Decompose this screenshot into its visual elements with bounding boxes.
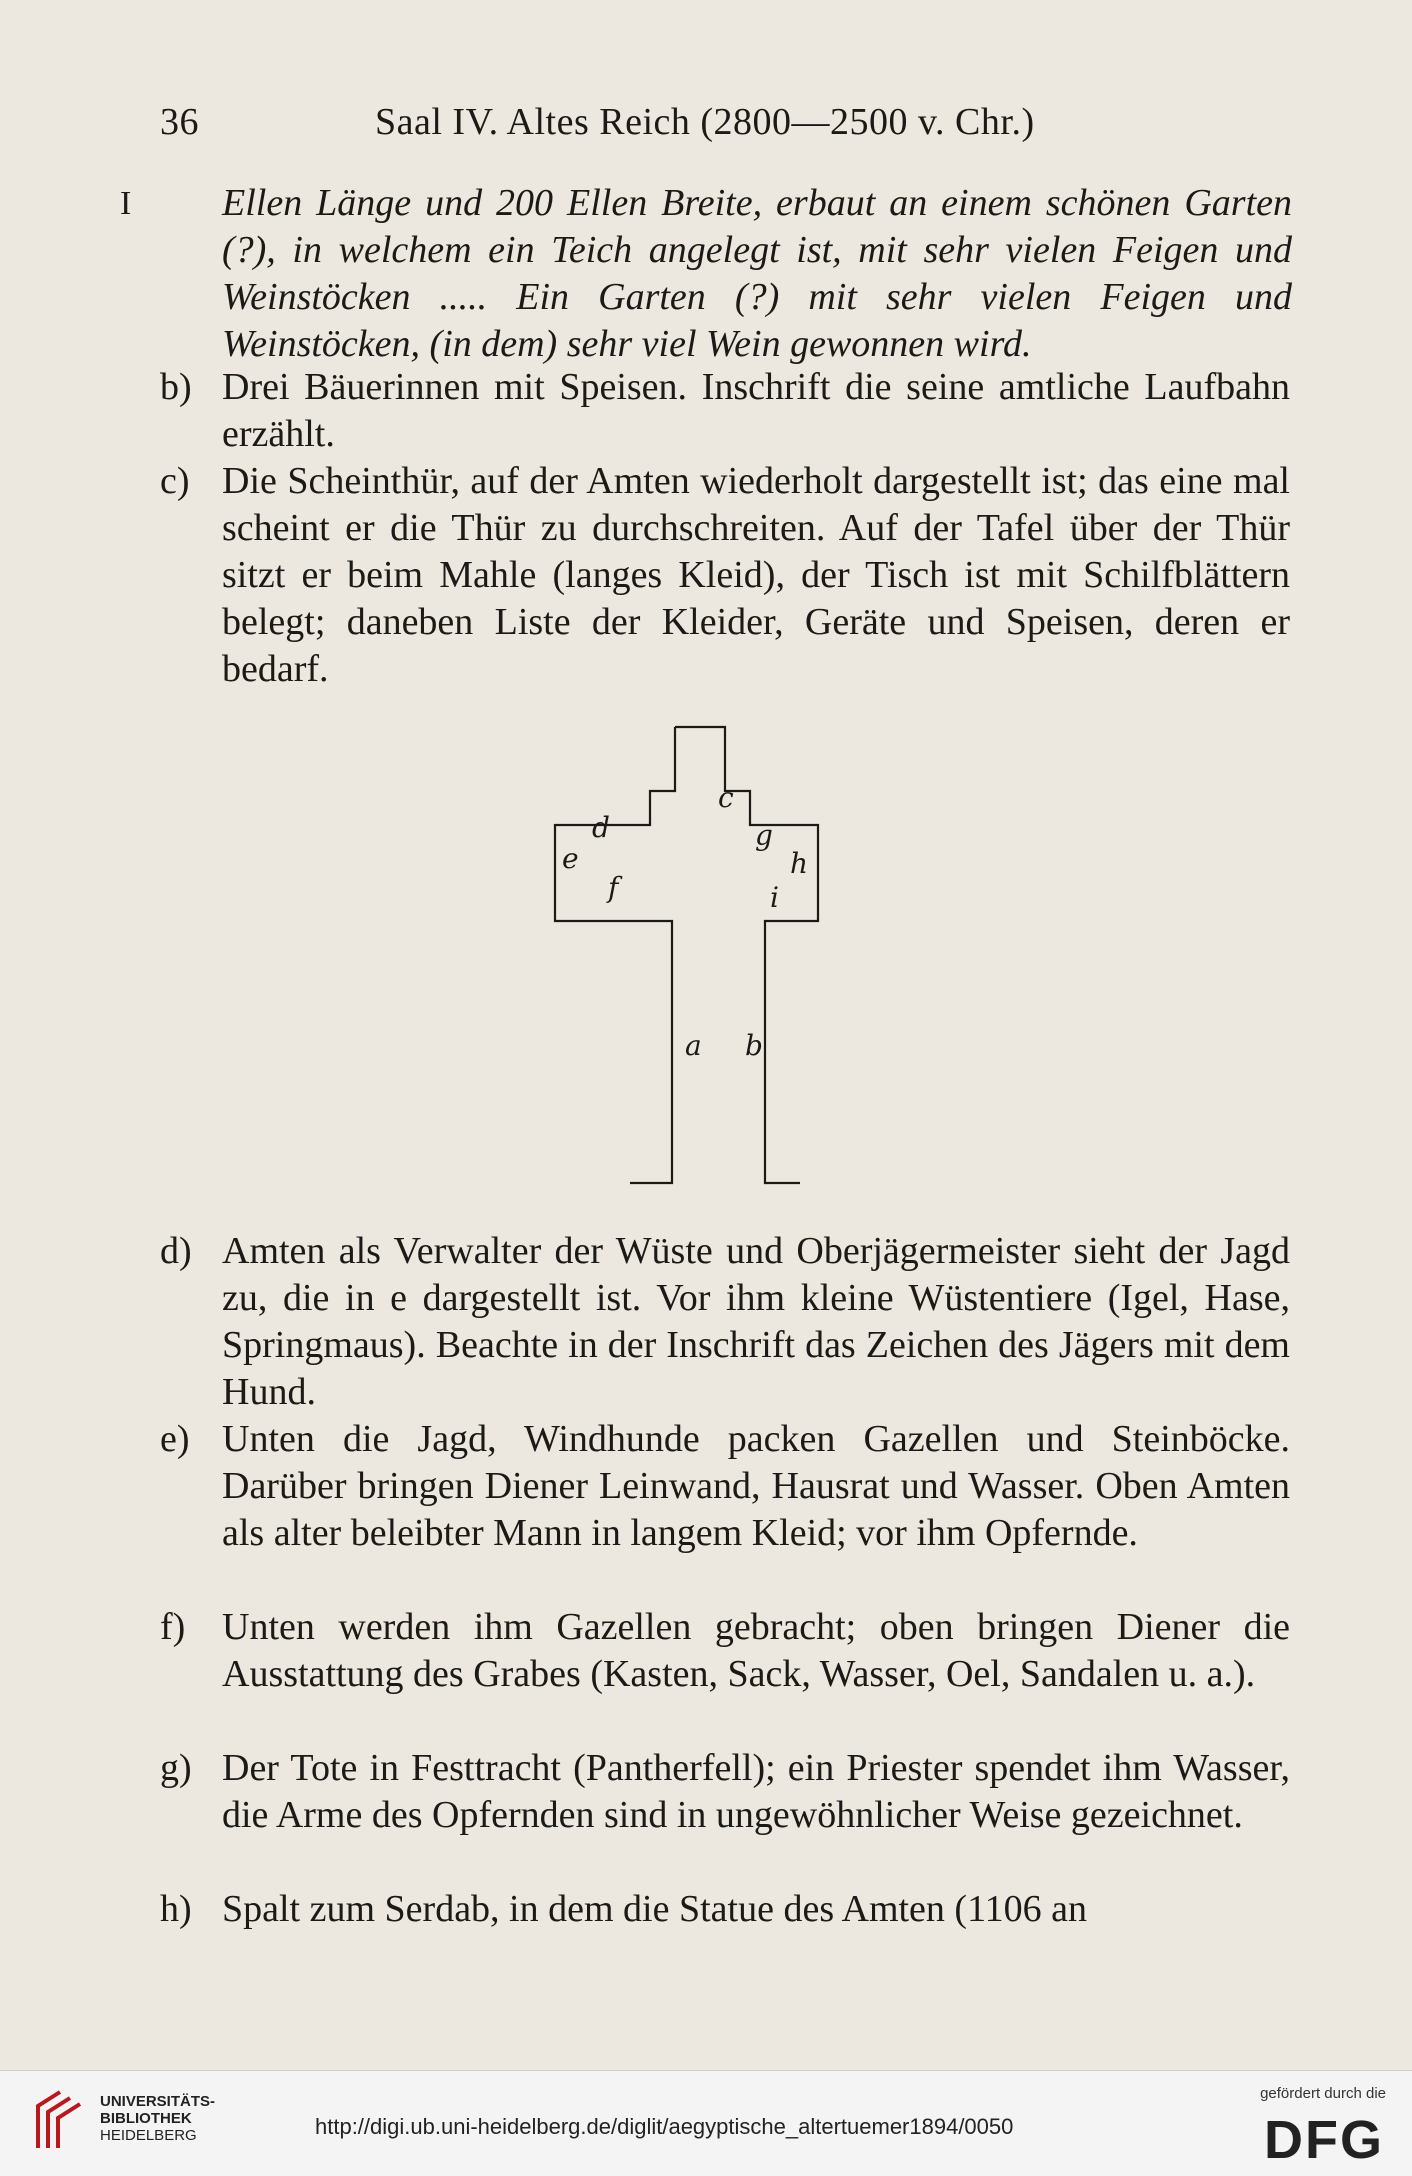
label-g: g [755,819,773,852]
item-text: Unten die Jagd, Windhunde packen Gazellen und Steinböcke. Darüber bringen Diener Leinwand, Hausrat und Wasser. Oben Amten als alter beleibter Mann in langem Kleid; vor ihm Opfernde. [222,1418,1290,1554]
label-i: i [770,881,779,914]
label-h: h [790,847,809,880]
plan-outline [555,727,818,1183]
library-line: HEIDELBERG [100,2127,197,2144]
library-name [100,2093,215,2144]
item-text: Spalt zum Serdab, in dem die Statue des Amten (1106 an [222,1888,1088,1930]
page-number: 36 [160,101,199,143]
digitization-footer [0,2070,1412,2176]
item-text: Drei Bäuerinnen mit Speisen. Inschrift die seine amtliche Laufbahn erzählt. [222,366,1290,455]
item-label: d) [160,1230,192,1272]
intro-paragraph: Ellen Länge und 200 Ellen Breite, erbaut an einem schönen Garten (?), in welchem ein Teich angelegt ist, mit sehr vielen Feigen und Weinstöcken ..... Ein Garten (?) mit sehr vielen Feigen und Weinstöcken, (in dem) sehr viel Wein gewonnen wird. [222,182,1292,365]
university-library-logo [30,2086,90,2156]
label-a: a [685,1029,702,1062]
item-text: Amten als Verwalter der Wüste und Oberjägermeister sieht der Jagd zu, die in e dargestellt ist. Vor ihm kleine Wüstentiere (Igel, Hase, Springmaus). Beachte in der Inschrift das Zeichen des Jägers mit dem Hund. [222,1230,1290,1413]
tomb-plan-diagram [550,725,850,1200]
sponsor-note: gefördert durch die [1260,2085,1386,2102]
item-label: h) [160,1888,192,1930]
label-b: b [745,1029,763,1062]
item-label: f) [160,1606,186,1648]
label-e: e [562,842,579,875]
item-label: c) [160,460,190,502]
running-title: Saal IV. Altes Reich (2800—2500 v. Chr.) [375,101,1035,143]
label-f: f [608,871,619,904]
item-label: e) [160,1418,190,1460]
item-label: b) [160,366,192,408]
library-line: BIBLIOTHEK [100,2110,192,2127]
source-link[interactable]: http://digi.ub.uni-heidelberg.de/diglit/aegyptische_altertuemer1894/0050 [315,2114,1014,2139]
item-text: Die Scheinthür, auf der Amten wiederholt dargestellt ist; das eine mal scheint er die Thür zu durchschreiten. Auf der Tafel über der Thür sitzt er beim Mahle (langes Kleid), der Tisch ist mit Schilfblättern belegt; daneben Liste der Kleider, Geräte und Speisen, deren er bedarf. [222,460,1290,690]
line-marker: I [120,185,132,222]
item-text: Der Tote in Festtracht (Pantherfell); ein Priester spendet ihm Wasser, die Arme des Opfernden sind in ungewöhnlicher Weise gezeichnet. [222,1747,1290,1836]
label-c: c [718,781,734,814]
item-text: Unten werden ihm Gazellen gebracht; oben bringen Diener die Ausstattung des Grabes (Kasten, Sack, Wasser, Oel, Sandalen u. a.). [222,1606,1290,1695]
library-line: UNIVERSITÄTS- [100,2093,216,2110]
dfg-logo: DFG [1264,2110,1384,2170]
item-label: g) [160,1747,192,1789]
label-d: d [592,811,610,844]
